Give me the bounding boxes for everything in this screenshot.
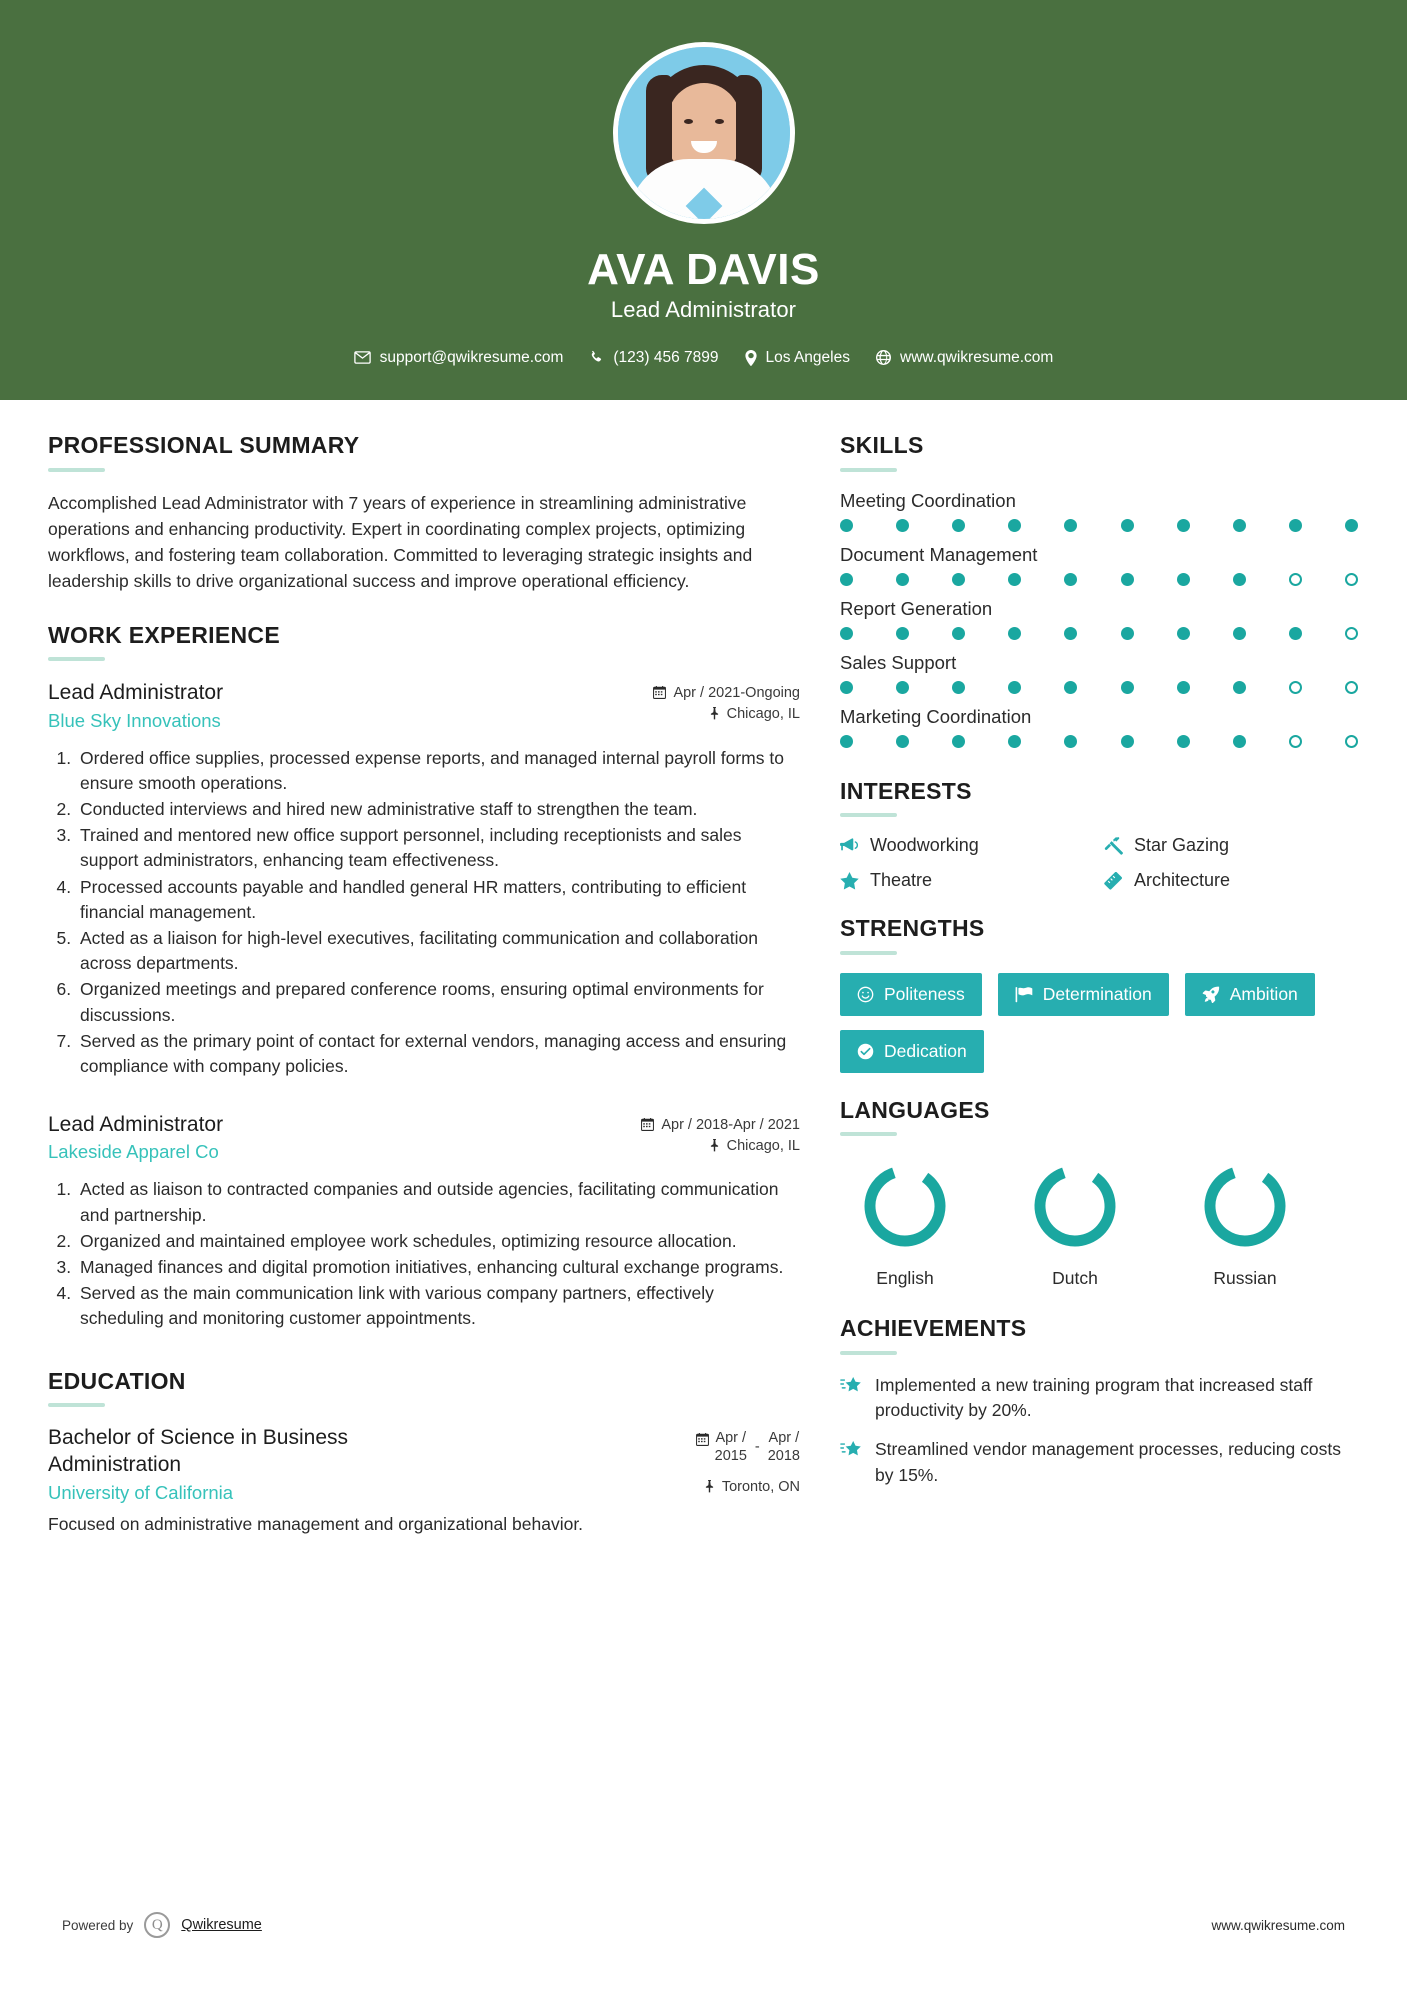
interest-item bbox=[840, 835, 1094, 856]
rating-dot-filled bbox=[896, 519, 909, 532]
job-location bbox=[641, 1138, 800, 1154]
rating-dot-filled bbox=[840, 627, 853, 640]
contact-phone-text: (123) 456 7899 bbox=[613, 348, 719, 366]
education-start-month: Apr / bbox=[715, 1430, 747, 1447]
education-location bbox=[696, 1479, 800, 1495]
section-rule bbox=[840, 468, 897, 472]
candidate-name: AVA DAVIS bbox=[587, 245, 820, 294]
hammer-icon bbox=[1104, 837, 1123, 855]
avatar bbox=[613, 42, 795, 224]
contact-location[interactable] bbox=[745, 349, 850, 367]
language-donut bbox=[1199, 1160, 1291, 1257]
rating-dot-filled bbox=[952, 627, 965, 640]
job-dates bbox=[653, 685, 800, 701]
job-identity bbox=[48, 679, 223, 733]
skill-rating-dots bbox=[840, 627, 1358, 640]
skill-rating-dots bbox=[840, 573, 1358, 586]
education-meta bbox=[696, 1425, 800, 1495]
check-circle-icon bbox=[857, 1043, 874, 1060]
education-start-date bbox=[715, 1430, 747, 1465]
section-title-education: EDUCATION bbox=[48, 1367, 186, 1394]
contact-email-text: support@qwikresume.com bbox=[379, 348, 564, 366]
rating-dot-filled bbox=[1233, 519, 1246, 532]
rating-dot-filled bbox=[1008, 735, 1021, 748]
section-rule bbox=[48, 1403, 105, 1407]
education-description: Focused on administrative management and organizational behavior. bbox=[48, 1513, 584, 1534]
skill-rating-dots bbox=[840, 519, 1358, 532]
page-footer bbox=[0, 1912, 1407, 1938]
skill-name: Sales Support bbox=[840, 651, 957, 673]
language-name: English bbox=[876, 1268, 934, 1289]
bullet-item: 4. Served as the main communication link with various company partners, effectively scheduling and monitoring customer appointments. bbox=[76, 1281, 800, 1331]
strength-chip bbox=[840, 973, 982, 1016]
section-languages bbox=[840, 1097, 1358, 1290]
rating-dot-filled bbox=[1233, 681, 1246, 694]
rating-dot-filled bbox=[1121, 573, 1134, 586]
shooting-star-icon bbox=[840, 1437, 862, 1464]
achievement-item bbox=[840, 1373, 1358, 1423]
language-donut bbox=[859, 1160, 951, 1257]
section-interests bbox=[840, 778, 1358, 892]
rating-dot-filled bbox=[1121, 681, 1134, 694]
section-education bbox=[48, 1368, 800, 1538]
language-donut bbox=[1029, 1160, 1121, 1257]
contact-website[interactable] bbox=[876, 349, 1053, 367]
resume-header bbox=[0, 0, 1407, 400]
avatar-photo bbox=[618, 47, 790, 219]
strength-label: Ambition bbox=[1229, 983, 1298, 1004]
rating-dot-filled bbox=[840, 519, 853, 532]
rating-dot-filled bbox=[952, 519, 965, 532]
bullet-item: 6. Organized meetings and prepared conference rooms, ensuring optimal environments for discussions. bbox=[76, 977, 800, 1027]
left-column bbox=[48, 432, 800, 1541]
bullet-item: 4. Processed accounts payable and handled general HR matters, contributing to efficient financial management. bbox=[76, 875, 800, 925]
job-company: Blue Sky Innovations bbox=[48, 709, 221, 731]
job-identity bbox=[48, 1111, 223, 1165]
rating-dot-filled bbox=[1008, 573, 1021, 586]
section-strengths bbox=[840, 915, 1358, 1073]
language-item bbox=[840, 1160, 970, 1289]
interest-item bbox=[1104, 835, 1358, 856]
interest-item bbox=[1104, 870, 1358, 891]
achievement-text: Implemented a new training program that increased staff productivity by 20%. bbox=[875, 1374, 1313, 1421]
rating-dot-filled bbox=[952, 573, 965, 586]
rating-dot-filled bbox=[1064, 735, 1077, 748]
footer-brand bbox=[62, 1912, 262, 1938]
job-entry bbox=[48, 1111, 800, 1331]
achievement-item bbox=[840, 1437, 1358, 1487]
rating-dot-filled bbox=[1121, 735, 1134, 748]
rating-dot-filled bbox=[896, 735, 909, 748]
rating-dot-filled bbox=[1064, 627, 1077, 640]
interest-label: Star Gazing bbox=[1134, 835, 1230, 856]
spacer bbox=[48, 1085, 800, 1111]
education-identity bbox=[48, 1425, 478, 1504]
interest-item bbox=[840, 870, 1094, 891]
strength-label: Politeness bbox=[884, 983, 965, 1004]
rating-dot-filled bbox=[1345, 519, 1358, 532]
summary-text: Accomplished Lead Administrator with 7 years of experience in streamlining administrative operations and enhancing productivity. Expert in coordinating complex projects, optimizing workflows, and fostering team collaboration. Committed to leveraging strategic insights and leadership skills to drive organizational success and improve operational efficiency. bbox=[48, 492, 753, 591]
section-rule bbox=[840, 1132, 897, 1136]
megaphone-icon bbox=[840, 837, 859, 854]
job-location-text: Chicago, IL bbox=[726, 1137, 800, 1154]
bullet-item: 7. Served as the primary point of contact for external vendors, managing access and ensuring compliance with company policies. bbox=[76, 1029, 800, 1079]
bullet-item: 2. Conducted interviews and hired new administrative staff to strengthen the team. bbox=[76, 797, 800, 822]
job-title: Lead Administrator bbox=[48, 1113, 224, 1137]
strength-chip bbox=[1185, 973, 1315, 1016]
job-header-row bbox=[48, 679, 800, 733]
section-rule bbox=[48, 657, 105, 661]
shooting-star-icon bbox=[840, 1373, 862, 1400]
rating-dot-filled bbox=[1064, 681, 1077, 694]
education-end-date bbox=[768, 1430, 800, 1465]
contact-website-text: www.qwikresume.com bbox=[900, 348, 1054, 366]
rating-dot-filled bbox=[840, 681, 853, 694]
section-achievements bbox=[840, 1315, 1358, 1487]
location-pin-icon bbox=[745, 350, 757, 366]
rating-dot-filled bbox=[1233, 735, 1246, 748]
education-entry bbox=[48, 1425, 800, 1537]
powered-by-label: Powered by bbox=[62, 1917, 134, 1933]
education-degree: Bachelor of Science in Business Administration bbox=[48, 1426, 348, 1476]
rating-dot-filled bbox=[1177, 519, 1190, 532]
strength-label: Determination bbox=[1042, 983, 1152, 1004]
interest-label: Architecture bbox=[1134, 870, 1231, 891]
rating-dot-empty bbox=[1345, 627, 1358, 640]
bullet-item: 5. Acted as a liaison for high-level executives, facilitating communication and collaboration across departments. bbox=[76, 926, 800, 976]
achievement-text: Streamlined vendor management processes, reducing costs by 15%. bbox=[875, 1439, 1341, 1485]
section-title-achievements: ACHIEVEMENTS bbox=[840, 1315, 1027, 1342]
section-professional-summary bbox=[48, 432, 800, 594]
section-work-experience bbox=[48, 622, 800, 1332]
job-location bbox=[653, 706, 800, 722]
skill-name: Meeting Coordination bbox=[840, 489, 1016, 511]
section-rule bbox=[840, 1351, 897, 1355]
bullet-item: 2. Organized and maintained employee work schedules, optimizing resource allocation. bbox=[76, 1229, 800, 1254]
rating-dot-filled bbox=[1177, 573, 1190, 586]
section-title-languages: LANGUAGES bbox=[840, 1096, 990, 1123]
job-title: Lead Administrator bbox=[48, 681, 224, 705]
resume-body bbox=[0, 400, 1407, 1541]
bullet-item: 1. Acted as liaison to contracted companies and outside agencies, facilitating communication and partnership. bbox=[76, 1177, 800, 1227]
star-icon bbox=[840, 872, 859, 890]
avatar-smile bbox=[691, 141, 717, 153]
section-rule bbox=[840, 813, 897, 817]
rating-dot-filled bbox=[1008, 681, 1021, 694]
rating-dot-filled bbox=[1177, 681, 1190, 694]
job-dates bbox=[641, 1117, 800, 1133]
rating-dot-empty bbox=[1289, 681, 1302, 694]
envelope-icon bbox=[354, 351, 371, 364]
job-dates-text: Apr / 2021-Ongoing bbox=[673, 684, 800, 701]
ruler-diamond-icon bbox=[1104, 872, 1123, 890]
skill-name: Report Generation bbox=[840, 597, 993, 619]
education-header-row bbox=[48, 1425, 800, 1504]
rating-dot-filled bbox=[1177, 627, 1190, 640]
education-end-month: Apr / bbox=[768, 1430, 800, 1447]
calendar-icon bbox=[696, 1430, 709, 1451]
interest-label: Theatre bbox=[870, 870, 933, 891]
skill-name: Marketing Coordination bbox=[840, 705, 1032, 727]
job-entry bbox=[48, 679, 800, 1079]
bullet-item: 3. Trained and mentored new office support personnel, including receptionists and sales support administrators, enhancing team effectiveness. bbox=[76, 823, 800, 873]
job-bullets bbox=[48, 1177, 800, 1331]
language-item bbox=[1180, 1160, 1310, 1289]
skill-rating-dots bbox=[840, 681, 1358, 694]
qwikresume-link[interactable]: Qwikresume bbox=[181, 1917, 262, 1933]
pin-icon bbox=[709, 1139, 720, 1152]
rating-dot-filled bbox=[840, 573, 853, 586]
date-separator: - bbox=[754, 1438, 760, 1455]
smiley-icon bbox=[857, 986, 874, 1003]
rating-dot-filled bbox=[952, 735, 965, 748]
rating-dot-filled bbox=[1008, 627, 1021, 640]
interest-label: Woodworking bbox=[870, 835, 979, 856]
skill-item bbox=[840, 598, 1358, 640]
interests-grid bbox=[840, 835, 1358, 891]
job-bullets bbox=[48, 746, 800, 1079]
section-title-summary: PROFESSIONAL SUMMARY bbox=[48, 432, 360, 458]
pin-icon bbox=[704, 1480, 715, 1493]
rating-dot-empty bbox=[1345, 681, 1358, 694]
candidate-role: Lead Administrator bbox=[610, 296, 797, 322]
rating-dot-filled bbox=[1121, 627, 1134, 640]
job-header-row bbox=[48, 1111, 800, 1165]
skill-item bbox=[840, 652, 1358, 694]
job-location-text: Chicago, IL bbox=[726, 705, 800, 722]
contact-email[interactable] bbox=[354, 349, 564, 367]
education-location-text: Toronto, ON bbox=[721, 1478, 800, 1495]
section-skills bbox=[840, 432, 1358, 748]
education-school: University of California bbox=[48, 1481, 234, 1503]
rating-dot-filled bbox=[1289, 519, 1302, 532]
job-company: Lakeside Apparel Co bbox=[48, 1141, 219, 1163]
strengths-list bbox=[840, 973, 1358, 1073]
section-title-skills: SKILLS bbox=[840, 432, 924, 458]
rating-dot-filled bbox=[952, 681, 965, 694]
rating-dot-filled bbox=[1064, 573, 1077, 586]
rating-dot-empty bbox=[1345, 735, 1358, 748]
contact-location-text: Los Angeles bbox=[765, 348, 850, 366]
education-end-year: 2018 bbox=[767, 1447, 800, 1464]
avatar-eye-right bbox=[715, 119, 724, 124]
footer-url: www.qwikresume.com bbox=[1211, 1917, 1345, 1933]
calendar-icon bbox=[653, 686, 666, 699]
contact-bar bbox=[354, 349, 1054, 367]
pin-icon bbox=[709, 707, 720, 720]
section-rule bbox=[840, 951, 897, 955]
skill-name: Document Management bbox=[840, 543, 1038, 565]
job-meta bbox=[653, 685, 800, 722]
education-dates bbox=[696, 1425, 800, 1465]
avatar-eye-left bbox=[684, 119, 693, 124]
job-dates-text: Apr / 2018-Apr / 2021 bbox=[661, 1116, 800, 1133]
globe-icon bbox=[876, 350, 891, 365]
language-name: Russian bbox=[1213, 1268, 1277, 1289]
rating-dot-filled bbox=[1008, 519, 1021, 532]
rocket-icon bbox=[1202, 986, 1220, 1003]
section-title-interests: INTERESTS bbox=[840, 777, 972, 804]
rating-dot-filled bbox=[1064, 519, 1077, 532]
skill-item bbox=[840, 706, 1358, 748]
bullet-item: 3. Managed finances and digital promotion initiatives, enhancing cultural exchange programs. bbox=[76, 1255, 800, 1280]
rating-dot-empty bbox=[1289, 735, 1302, 748]
language-item bbox=[1010, 1160, 1140, 1289]
rating-dot-filled bbox=[1121, 519, 1134, 532]
strength-chip bbox=[840, 1030, 984, 1073]
right-column bbox=[840, 432, 1358, 1502]
job-meta bbox=[641, 1117, 800, 1154]
section-title-work: WORK EXPERIENCE bbox=[48, 621, 280, 648]
section-title-strengths: STRENGTHS bbox=[840, 915, 985, 942]
rating-dot-filled bbox=[896, 681, 909, 694]
rating-dot-empty bbox=[1345, 573, 1358, 586]
calendar-icon bbox=[641, 1118, 654, 1131]
languages-list bbox=[840, 1154, 1358, 1289]
rating-dot-filled bbox=[896, 627, 909, 640]
skill-item bbox=[840, 490, 1358, 532]
rating-dot-empty bbox=[1289, 573, 1302, 586]
phone-icon bbox=[589, 350, 604, 365]
language-name: Dutch bbox=[1052, 1268, 1098, 1289]
strength-label: Dedication bbox=[884, 1040, 967, 1061]
rating-dot-filled bbox=[1233, 573, 1246, 586]
education-start-year: 2015 bbox=[714, 1447, 747, 1464]
skill-rating-dots bbox=[840, 735, 1358, 748]
rating-dot-filled bbox=[896, 573, 909, 586]
rating-dot-filled bbox=[840, 735, 853, 748]
contact-phone[interactable] bbox=[589, 349, 718, 367]
bullet-item: 1. Ordered office supplies, processed expense reports, and managed internal payroll forms to ensure smooth operations. bbox=[76, 746, 800, 796]
strength-chip bbox=[998, 973, 1169, 1016]
qwikresume-logo-icon: Q bbox=[144, 1912, 170, 1938]
section-rule bbox=[48, 468, 105, 472]
skill-item bbox=[840, 544, 1358, 586]
rating-dot-filled bbox=[1177, 735, 1190, 748]
flag-icon bbox=[1015, 986, 1033, 1003]
rating-dot-filled bbox=[1289, 627, 1302, 640]
rating-dot-filled bbox=[1233, 627, 1246, 640]
